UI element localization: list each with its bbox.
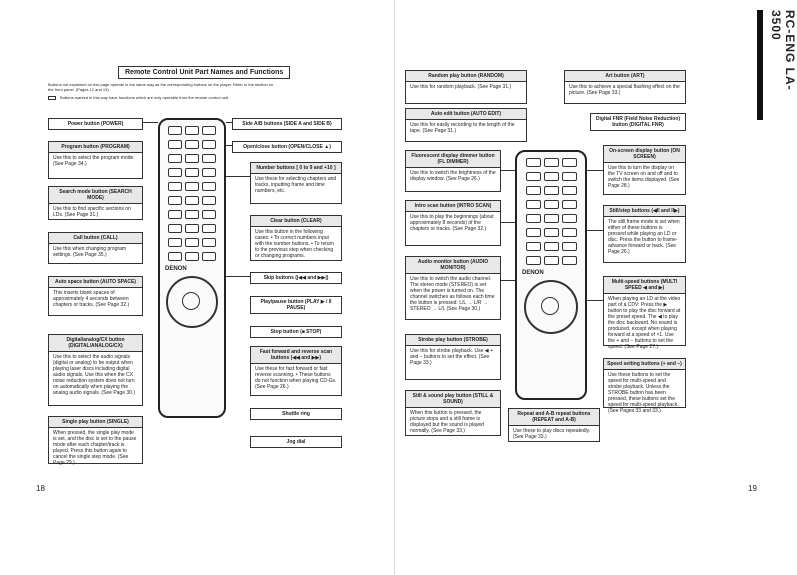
fastfwd-box (250, 346, 342, 396)
shuttle-ring[interactable] (524, 280, 578, 334)
remote-control-right (515, 150, 587, 400)
stop-label: Stop button (■ STOP) (250, 326, 342, 338)
remote-control-left (158, 118, 226, 418)
single-body: When pressed, the single play mode is set, and the disc is set to the pause mode after each chapter/track is played. Press this button again to cancel the single step mode. (See Page 29.) (53, 430, 137, 466)
art-box (564, 70, 686, 104)
intro-box (405, 200, 501, 246)
autoedit-box (405, 108, 527, 142)
speedset-box (603, 358, 686, 414)
stillstep-box (603, 205, 686, 263)
repeat-box (508, 408, 600, 442)
leader-line (587, 300, 603, 301)
audiomon-title: Audio monitor button (AUDIO MONITOR) (406, 257, 500, 274)
single-title: Single play button (SINGLE) (49, 417, 142, 428)
page-number-right: 19 (748, 484, 757, 493)
repeat-title: Repeat and A-B repeat buttons (REPEAT and A-B) (509, 409, 599, 426)
random-title: Random play button (RANDOM) (406, 71, 526, 82)
leader-line (501, 222, 515, 223)
art-title: Art button (ART) (565, 71, 685, 82)
leader-line (226, 176, 250, 177)
program-title: Program button (PROGRAM) (49, 142, 142, 153)
leader-line (226, 145, 232, 146)
leader-line (587, 170, 603, 171)
multispeed-title: Multi-speed buttons (MULTI SPEED ◀ and ▶) (604, 277, 685, 294)
number-body: Use these for selecting chapters and tracks, inputting frame and time numbers, etc. (255, 176, 337, 194)
stillstep-body: The still frame mode is set when either of these buttons is pressed while playing an LD or disc. Press the button to frame-advance forward or back. (See Page 26.) (608, 219, 680, 255)
call-title: Call button (CALL) (49, 233, 142, 244)
audiomon-body: Use this to switch the audio channel. The stereo mode (STEREO) is set when the power is turned on. The channel switches as follows each time the button is pressed: L/L → L/R → STEREO → L/L (See Page 30.) (410, 276, 495, 312)
autospace-body: This inserts blank spaces of approximately 4 seconds between chapters or tracks. (See Page 32.) (53, 290, 130, 308)
brand-logo: DENON (165, 266, 187, 272)
stillsound-body: When this button is pressed, the picture stops and a still frame is displayed but the sound is played normally. (See Page 33.) (410, 410, 484, 434)
art-body: Use this to achieve a special flashing effect on the picture. (See Page 33.) (569, 84, 680, 96)
leader-line (501, 280, 515, 281)
call-body: Use this when changing program settings. (See Page 35.) (53, 246, 127, 258)
brand-logo: DENON (522, 270, 544, 276)
page-gutter (394, 0, 395, 575)
number-title: Number buttons [ 0 to 9 and +10 ] (251, 163, 341, 174)
number-box (250, 162, 342, 204)
multispeed-body: When playing an LD at the video part of a CDV: Press the ▶ button to play the disc forward at the preset speed. The ◀ to play the disc backward. No sound is produced, except when playing forward at a speed of ×1. Use the + and − buttons to set the speed. (See Page 27.) (608, 296, 681, 350)
page-number-left: 18 (36, 484, 45, 493)
page-title: Remote Control Unit Part Names and Functions (118, 66, 290, 79)
shuttle-label: Shuttle ring (250, 408, 342, 420)
marker-icon (48, 96, 56, 100)
side-tab (757, 10, 797, 120)
jog-dial[interactable] (182, 292, 200, 310)
leader-line (587, 230, 603, 231)
intro-body: Use this to play the beginnings (about approximately 8 seconds) of the chapters or tracks. (See Page 32.) (410, 214, 494, 232)
autoedit-title: Auto edit button (AUTO EDIT) (406, 109, 526, 120)
random-box (405, 70, 527, 104)
dfnr-label: Digital FNR (Field Noise Reduction) button (DIGITAL FNR) (590, 113, 686, 131)
strobe-body: Use this for strobe playback. Use ◀ + and − buttons to set the effect. (See Page 33.) (410, 348, 493, 366)
clear-box (250, 215, 342, 261)
program-body: Use this to select the program mode. (See Page 34.) (53, 155, 135, 167)
speedset-title: Speed setting buttons (+ and −) (604, 359, 685, 370)
repeat-body: Use these to play discs repeatedly. (See Page 33.) (513, 428, 591, 440)
call-box (48, 232, 143, 264)
autospace-box (48, 276, 143, 316)
autospace-title: Auto space button (AUTO SPACE) (49, 277, 142, 288)
search-title: Search mode button (SEARCH MODE) (49, 187, 142, 204)
random-body: Use this for random playback. (See Page 31.) (410, 84, 512, 90)
clear-title: Clear button (CLEAR) (251, 216, 341, 227)
leader-line (226, 122, 232, 123)
strobe-title: Strobe play button (STROBE) (406, 335, 500, 346)
dimmer-box (405, 150, 501, 192)
jog-dial[interactable] (541, 297, 559, 315)
multispeed-box (603, 276, 686, 350)
side-tab-label: RC-ENG LA-3500 (769, 10, 797, 91)
dimmer-title: Fluorescent display dimmer button (FL DIMMER) (406, 151, 500, 168)
strobe-box (405, 334, 501, 380)
leader-line (143, 122, 158, 123)
dimmer-body: Use this to switch the brightness of the display window. (See Page 26.) (410, 170, 496, 182)
power-label: Power button (POWER) (48, 118, 143, 130)
playpause-label: Play/pause button (PLAY ▶ / II PAUSE) (250, 296, 342, 314)
leader-line (226, 276, 250, 277)
skip-label: Skip buttons (|◀◀ and ▶▶|) (250, 272, 342, 284)
fastfwd-title: Fast forward and reverse scan buttons (◀◀ and ▶▶) (251, 347, 341, 364)
speedset-body: Use these buttons to set the speed for multi-speed and strobe playback. Unless the STROBE button has been pressed, these buttons set the speed for multi-speed playback. (See Pages 33 and 33.) (608, 372, 679, 414)
jog-label: Jog dial (250, 436, 342, 448)
intro-title: Intro scan button (INTRO SCAN) (406, 201, 500, 212)
digital-title: Digital/analog/CX button (DIGITAL/ANALOG/CX) (49, 335, 142, 352)
digital-box (48, 334, 143, 406)
digital-body: Use this to select the audio signals (digital or analog) to be output when playing laser discs including digital audio signals. Use this when the CX noise reduction system does not turn on automatically when playing the analog audio signals. (See Page 30.) (53, 354, 136, 396)
audiomon-box (405, 256, 501, 320)
single-box (48, 416, 143, 464)
onscreen-title: On-screen display button (ON SCREEN) (604, 146, 685, 163)
intro-note: Buttons not explained on this page operate in the same way as the corresponding buttons on the player. Refer to the section on the front panel. (Pages 12 and 13) (48, 82, 274, 92)
stillsound-box (405, 390, 501, 436)
openclose-label: Open/close button (OPEN/CLOSE ▲) (232, 141, 342, 153)
clear-body: Use this button in the following cases: • To correct numbers input with the number buttons. • To return to the previous step when checking or changing programs. (255, 229, 334, 259)
leader-line (501, 170, 515, 171)
search-body: Use this to find specific sections on LDs. (See Page 31.) (53, 206, 131, 218)
search-box (48, 186, 143, 220)
side-label: Side A/B buttons (SIDE A and SIDE B) (232, 118, 342, 130)
marker-note: Buttons marked in this way have functions which are only operable from the remote control unit. (60, 95, 230, 100)
stillsound-title: Still & sound play button (STILL & SOUND) (406, 391, 500, 408)
onscreen-box (603, 145, 686, 195)
stillstep-title: Still/step buttons (◀II and II▶) (604, 206, 685, 217)
onscreen-body: Use this to turn the display on the TV screen on and off and to switch the items displayed. (See Page 28.) (608, 165, 680, 189)
program-box (48, 141, 143, 179)
shuttle-ring[interactable] (166, 276, 218, 328)
fastfwd-body: Use these for fast forward or fast reverse scanning. • These buttons do not function when playing CD-Gs. (See Page 26.) (255, 366, 337, 390)
autoedit-body: Use this for easily recording to the length of the tape. (See Page 31.) (410, 122, 515, 134)
